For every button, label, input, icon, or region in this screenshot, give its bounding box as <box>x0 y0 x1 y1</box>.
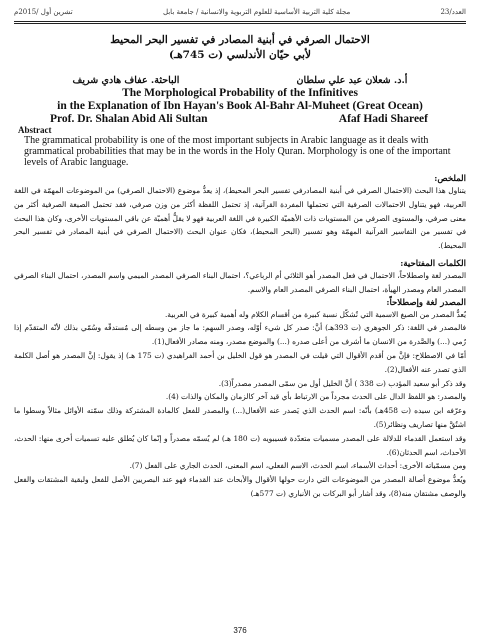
header-journal: مجلة كلية التربية الأساسية للعلوم التربوية والانسانية / جامعة بابل <box>162 8 351 16</box>
body-paragraph: أمّا في الاصطلاح: فإنَّ من أقدم الأقوال التي قيلت في المصدر هو قول الخليل بن أحمد الفراهيدي (ت 175 هـ) إذ يقول: إنَّ المصدر هو أصل الكلمة الذي تصدر عنه الأفعال(2). <box>14 350 466 374</box>
header-date: تشرين أول /2015م <box>14 8 73 16</box>
running-header <box>14 8 466 20</box>
arabic-title-line1: الاحتمال الصرفي في أبنية المصادر في تفسير البحر المحيط <box>110 34 370 46</box>
body-paragraph: وعرّفه ابن سيده (ت 458هـ) بأنّه: اسم الحدث الذي يَصدر عنه الأفعال(...) والمصدر للفعل كالمادة المشتركة وذلك سمّته الأوائل مثالاً وسطوا ما اشتُقَّ منها تصاريف ونظائر(5). <box>14 406 467 429</box>
english-author-2: Afaf Hadi Shareef <box>338 113 428 125</box>
body-paragraph: فالمصدر في اللغة: ذكر الجوهري (ت 393هـ) أنَّ: صدر كل شيء أوّله، وصدر السهم: ما جاز من وسطه إلى مُستدقّه وسُمّي بذلك لأنّه المتقدّم إذا رُمي (...) والصَّدرة من الانسان ما أشرف من أعلى صدره (...) والموضع مصدر، ومنه مصادر الأفعال(1). <box>14 323 466 347</box>
arabic-author-1: أ.د. شعلان عبد علي سلطان <box>296 75 408 86</box>
body-paragraph: يُعدُّ المصدر من الصيغ الاسمية التي تُشكّل نسبة كبيرة من أقسام الكلام وله أهمية كبيرة في العربية. <box>164 309 466 319</box>
english-title <box>14 87 466 113</box>
arabic-author-2: الباحثة. عفاف هادي شريف <box>72 75 180 86</box>
arabic-title <box>14 33 466 63</box>
body-paragraph: ويُعدُّ موضوع أصالة المصدر من الموضوعات التي دارت حولها الأقوال والأبحاث عند القدماء فهو عند البصريين الأصل للفعل ولبقية المشتقات والفعل والوصف مشتقان منه(8)، وقد أشار أبو البركات بن الأنباري (ت 577هـ) <box>14 475 466 498</box>
paper-page <box>14 8 466 632</box>
body-paragraph: ومن مسمّياته الأخرى: أحداث الأسماء، اسم الحدث، الاسم الفعلي، اسم المعنى، الحدث الجاري على الفعل (7). <box>129 461 466 471</box>
keywords-heading: الكلمات المفتاحية: <box>400 258 466 269</box>
english-title-line1: The Morphological Probability of the Infinitives <box>122 87 358 99</box>
english-author-1: Prof. Dr. Shalan Abid Ali Sultan <box>50 113 208 125</box>
english-title-line2: in the Explanation of Ibn Hayan's Book Al-Bahr Al-Muheet (Great Ocean) <box>57 100 423 112</box>
header-issue: العدد/23 <box>440 8 466 16</box>
arabic-title-line2: لأبي حيّان الأندلسي (ت 745هـ) <box>169 49 311 61</box>
keywords-text: المصدر لغة واصطلاحاً، الاحتمال في فعل المصدر أهو الثلاثي أم الرباعي؟، احتمال البناء الصرفي المصدر الميمي واسم المصدر، احتمال البناء الصرفي المصدر العام ومصدر الهيأة، احتمال البناء الصرفي المصدر العام والاسم. <box>14 270 466 294</box>
section-heading: المصدر لغة وإصطلاحاً: <box>386 297 466 308</box>
section-body <box>14 308 466 501</box>
summary-text: يتناول هذا البحث (الاحتمال الصرفي في أبنية المصادرفي تفسير البحر المحيط)، إذ يعدُّ موضوع (الاحتمال الصرفي) من الموضوعات المهمّة في اللغة العربية، فهو يتناول الاحتمالات الصرفية التي تحتملها المفردة القرآنية، إذ تحتمل اللفظة أكثر من وزن صرفي، فقد تحتمل الصيغة الصرفية أكثر من معنى صرفي، والمستوى الصرفي من المستويات ذات الأهميّة الكبيرة في اللغة العربية فهو لا يقلُّ أهميّة عن باقي المستويات الأخرى، وكان هذا البحث في تفسير من التفاسير القرآنية المهمّة وهو تفسير (البحر المحيط)، فكان عنوان البحث (الاحتمال الصرفي في أبنية المصادر في تفسير البحر المحيط). <box>14 186 466 251</box>
abstract-text: The grammatical probability is one of the most important subjects in Arabic language as it deals with grammatical probabilities that may be in the words in the Holy Quran. Morphology is one of the important levels of Arabic language. <box>24 135 451 168</box>
english-authors <box>14 113 466 125</box>
body-paragraph: والمصدر: هو اللفظ الدال على الحدث مجرداً من الارتباط بأي قيد آخر كالزمان والمكان والذات (4). <box>165 392 466 402</box>
summary-heading: الملخص: <box>434 174 466 184</box>
header-rule <box>14 21 466 24</box>
body-paragraph: وقد استعمل القدماء للدلالة على المصدر مسميات متعدّدة فسيبويه (ت 180 هـ) لم يُسمّه مصدراً و إنّما كان يُطلق عليه تسميات أخرى منها: الحدث، الأحداث، اسم الحدثان(6). <box>14 433 466 457</box>
body-paragraph: وقد ذكر أبو سعيد المؤدب (ت 338 ) أنَّ الخليل أول من سمّى المصدر مصدراً(3). <box>218 378 466 388</box>
page-number: 376 <box>233 626 247 635</box>
abstract-label: Abstract <box>18 125 52 135</box>
arabic-authors <box>14 75 466 86</box>
